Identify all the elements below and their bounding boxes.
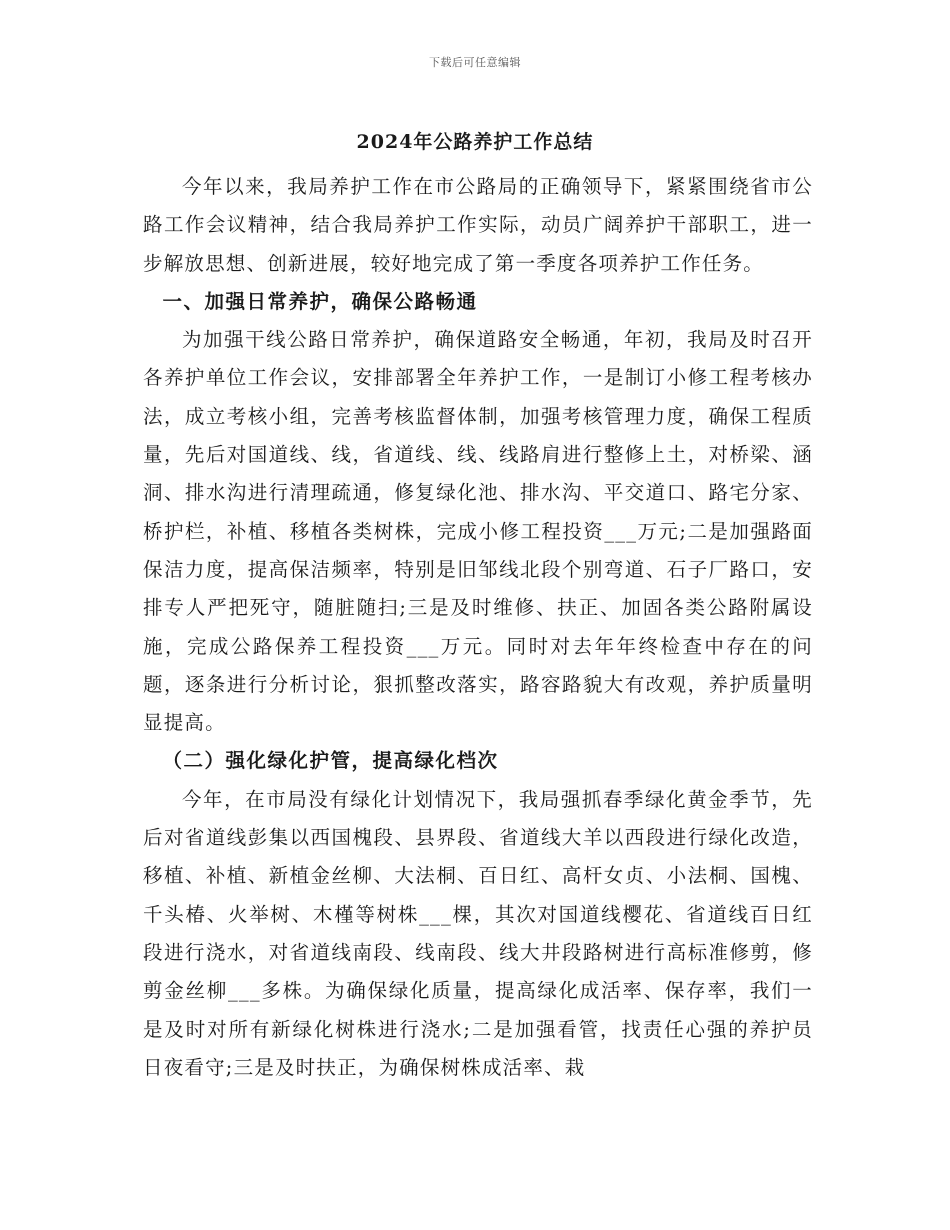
paragraph-greening: 今年，在市局没有绿化计划情况下，我局强抓春季绿化黄金季节，先后对省道线彭集以西国槐段、县界段、省道线大羊以西段进行绿化改造，移植、补植、新植金丝柳、大法桐、百日红、高杆女贞、小法桐、国槐、千头椿、火举树、木槿等树株___棵，其次对国道线樱花、省道线百日红段进行浇水，对省道线南段、线南段、线大井段路树进行高标准修剪，修剪金丝柳___多株。为确保绿化质量，提高绿化成活率、保存率，我们一是及时对所有新绿化树株进行浇水;二是加强看管，找责任心强的养护员日夜看守;三是及时扶正，为确保树株成活率、栽 bbox=[143, 787, 813, 1079]
section-heading-2: （二）强化绿化护管，提高绿化档次 bbox=[162, 749, 499, 773]
document-title: 2024年公路养护工作总结 bbox=[356, 131, 594, 153]
paragraph-intro: 今年以来，我局养护工作在市公路局的正确领导下，紧紧围绕省市公路工作会议精神，结合我局养护工作实际，动员广阔养护干部职工，进一步解放思想、创新进展，较好地完成了第一季度各项养护工作任务。 bbox=[143, 175, 813, 275]
section-heading-1: 一、加强日常养护，确保公路畅通 bbox=[162, 289, 478, 313]
paragraph-daily-maintenance: 为加强干线公路日常养护，确保道路安全畅通，年初，我局及时召开各养护单位工作会议，安排部署全年养护工作，一是制订小修工程考核办法，成立考核小组，完善考核监督体制，加强考核管理力度，确保工程质量，先后对国道线、线，省道线、线、线路肩进行整修上土，对桥梁、涵洞、排水沟进行清理疏通，修复绿化池、排水沟、平交道口、路宅分家、桥护栏，补植、移植各类树株，完成小修工程投资___万元;二是加强路面保洁力度，提高保洁频率，特别是旧邹线北段个别弯道、石子厂路口，安排专人严把死守，随脏随扫;三是及时维修、扶正、加固各类公路附属设施，完成公路保养工程投资___万元。同时对去年年终检查中存在的问题，逐条进行分析讨论，狠抓整改落实，路容路貌大有改观，养护质量明显提高。 bbox=[143, 328, 813, 735]
document-body bbox=[143, 168, 813, 1087]
header-note: 下载后可任意编辑 bbox=[429, 56, 521, 69]
